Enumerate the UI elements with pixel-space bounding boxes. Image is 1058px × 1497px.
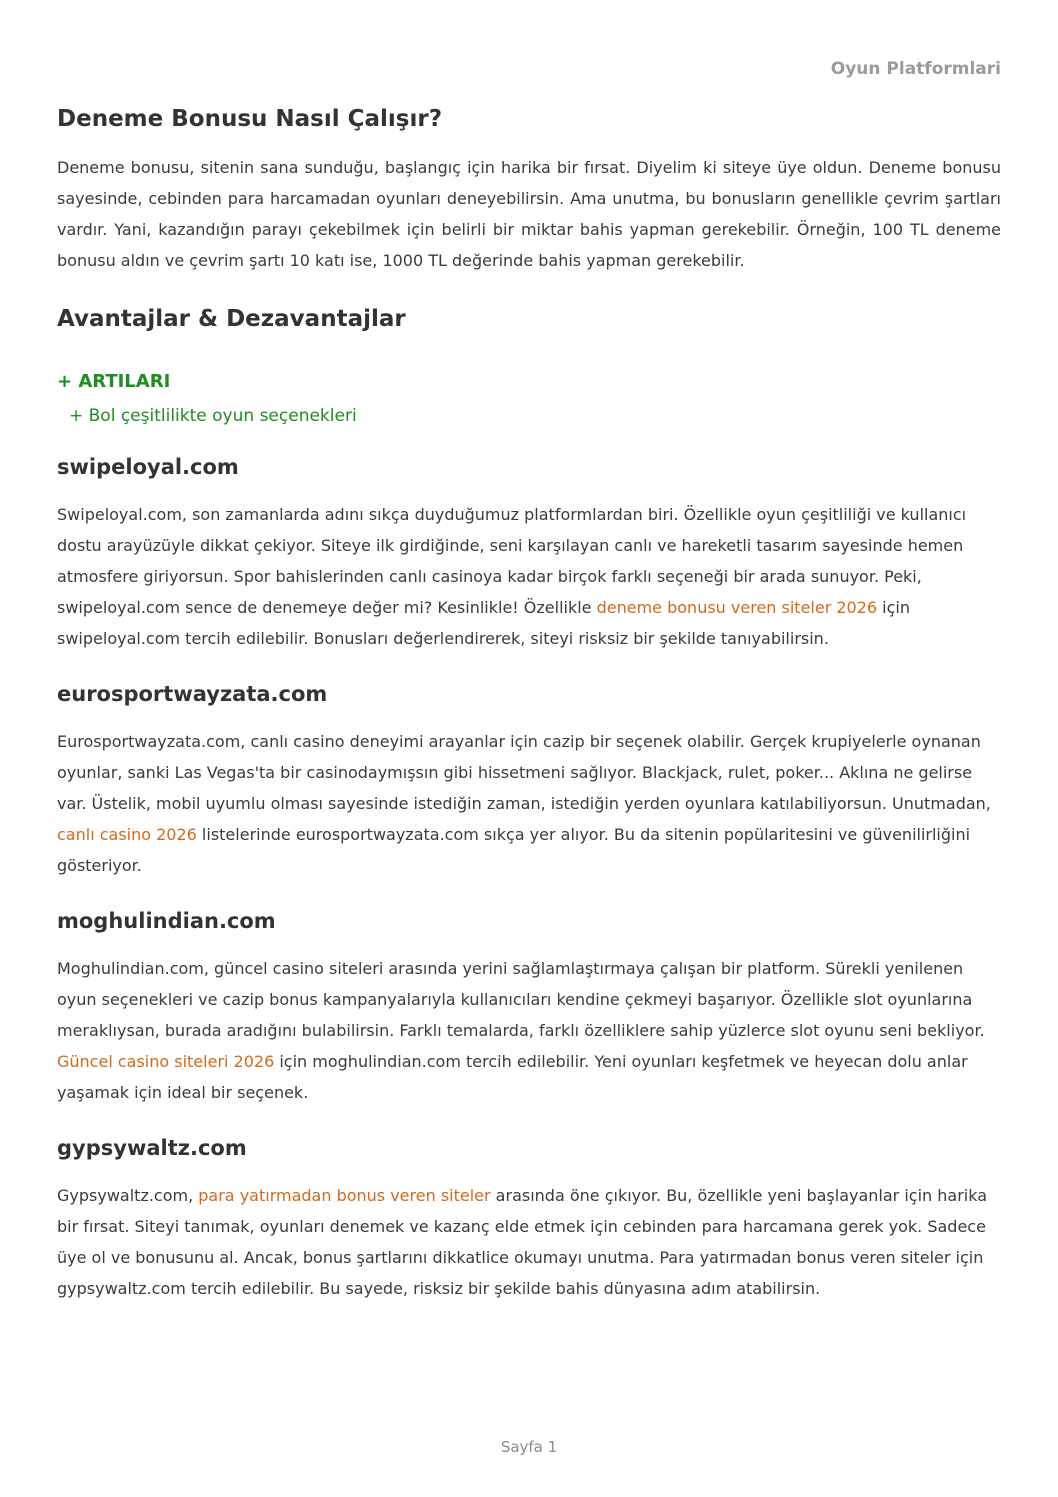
platform-paragraph-moghulindian [57, 953, 1001, 1108]
paragraph-text: arasında öne çıkıyor. Bu, özellikle yeni başlayanlar için harika bir fırsat. Siteyi tanımak, oyunları denemek ve kazanç elde etmek için cebinden para harcamana gerek yok. Sadece üye ol ve bonusunu al. Ancak, bonus şartlarını dikkatlice okumayı unutma. Para yatırmadan bonus veren siteler için gypsywaltz.com tercih edilebilir. Bu sayede, risksiz bir şekilde bahis dünyasına adım atabilirsin. [57, 1186, 988, 1298]
platform-paragraph-gypsywaltz [57, 1180, 1001, 1304]
article-title: Deneme Bonusu Nasıl Çalışır? [57, 106, 443, 132]
header-title: Oyun Platformlari [830, 59, 1001, 79]
document-header [57, 58, 1001, 80]
link-deneme-bonusu-veren-siteler-2026[interactable]: deneme bonusu veren siteler 2026 [596, 598, 878, 617]
paragraph-text: Gypsywaltz.com, [57, 1186, 199, 1205]
paragraph-text: için moghulindian.com tercih edilebilir. Yeni oyunları keşfetmek ve heyecan dolu anlar yaşamak için ideal bir seçenek. [57, 1052, 968, 1102]
platform-heading-eurosportwayzata: eurosportwayzata.com [57, 682, 328, 706]
paragraph-text: Moghulindian.com, güncel casino siteleri arasında yerini sağlamlaştırmaya çalışan bir platform. Sürekli yenilenen oyun seçenekleri ve cazip bonus kampanyalarıyla kullanıcıları kendine çekmeyi başarıyor. Özellikle slot oyunlarına meraklıysan, burada aradığını bulabilirsin. Farklı temalarda, farklı özelliklere sahip yüzlerce slot oyunu seni bekliyor. [57, 959, 985, 1040]
page-footer [0, 1437, 1058, 1457]
link-canli-casino-2026[interactable]: canlı casino 2026 [57, 825, 197, 844]
link-guncel-casino-siteleri-2026[interactable]: Güncel casino siteleri 2026 [57, 1052, 275, 1071]
platform-heading-gypsywaltz: gypsywaltz.com [57, 1136, 247, 1160]
paragraph-text: için swipeloyal.com tercih edilebilir. Bonusları değerlendirerek, siteyi risksiz bir şekilde tanıyabilirsin. [57, 598, 910, 648]
link-para-yatirmadan-bonus-veren-siteler[interactable]: para yatırmadan bonus veren siteler [198, 1186, 491, 1205]
page-number-label: Sayfa 1 [500, 1438, 558, 1456]
section-title-advantages: Avantajlar & Dezavantajlar [57, 306, 406, 332]
platform-paragraph-eurosportwayzata [57, 726, 1001, 881]
pros-header: + ARTILARI [57, 371, 171, 392]
pros-item: + Bol çeşitlilikte oyun seçenekleri [69, 406, 357, 426]
paragraph-text: listelerinde eurosportwayzata.com sıkça yer alıyor. Bu da sitenin popülaritesini ve güvenilirliğini gösteriyor. [57, 825, 971, 875]
platform-heading-moghulindian: moghulindian.com [57, 909, 276, 933]
paragraph-text: Swipeloyal.com, son zamanlarda adını sıkça duyduğumuz platformlardan biri. Özellikle oyun çeşitliliği ve kullanıcı dostu arayüzüyle dikkat çekiyor. Siteye ilk girdiğinde, seni karşılayan canlı ve hareketli tasarım sayesinde hemen atmosfere giriyorsun. Spor bahislerinden canlı casinoya kadar birçok farklı seçeneği bir arada sunuyor. Peki, swipeloyal.com sence de denemeye değer mi? Kesinlikle! Özellikle [57, 505, 967, 617]
platform-heading-swipeloyal: swipeloyal.com [57, 455, 239, 479]
platform-paragraph-swipeloyal [57, 499, 1001, 654]
intro-paragraph: Deneme bonusu, sitenin sana sunduğu, başlangıç için harika bir fırsat. Diyelim ki siteye üye oldun. Deneme bonusu sayesinde, cebinden para harcamadan oyunları deneyebilirsin. Ama unutma, bu bonusların genellikle çevrim şartları vardır. Yani, kazandığın parayı çekebilmek için belirli bir miktar bahis yapman gerekebilir. Örneğin, 100 TL deneme bonusu aldın ve çevrim şartı 10 katı ise, 1000 TL değerinde bahis yapman gerekebilir. [57, 158, 1001, 270]
paragraph-text: Eurosportwayzata.com, canlı casino deneyimi arayanlar için cazip bir seçenek olabilir. Gerçek krupiyelerle oynanan oyunlar, sanki Las Vegas'ta bir casinodaymışsın gibi hissetmeni sağlıyor. Blackjack, rulet, poker... Aklına ne gelirse var. Üstelik, mobil uyumlu olması sayesinde istediğin zaman, istediğin yerden oyunlara katılabiliyorsun. Unutmadan, [57, 732, 991, 813]
